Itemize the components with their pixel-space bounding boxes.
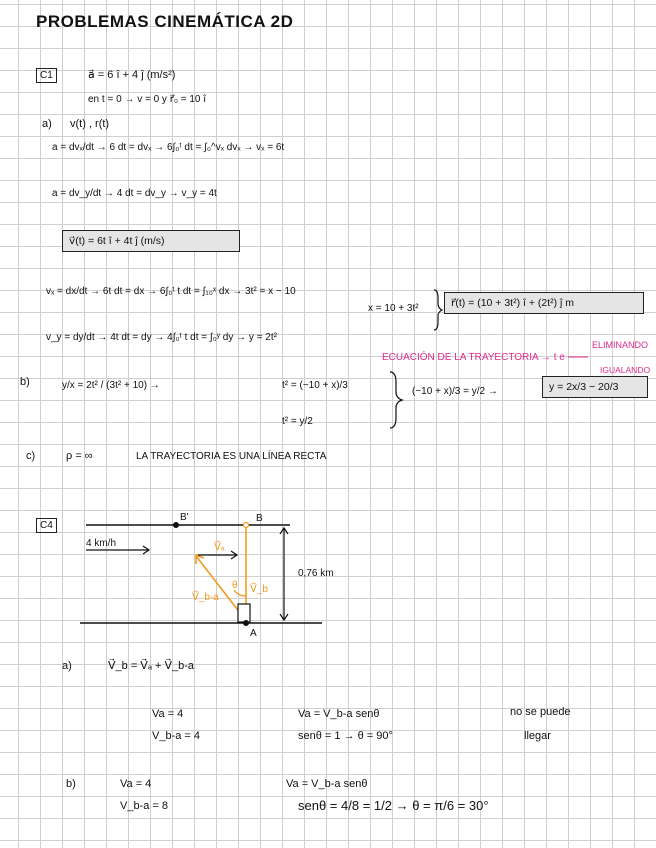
- equated-expression: (−10 + x)/3 = y/2 →: [412, 386, 498, 397]
- ratio-y-x: y/x = 2t² / (3t² + 10) →: [62, 380, 160, 391]
- page-title: PROBLEMAS CINEMÁTICA 2D: [36, 12, 294, 31]
- c4-part-a-label: a): [62, 660, 72, 672]
- equating-note: IGUALANDO: [600, 365, 651, 375]
- a-sine: senθ = 1 → θ = 90°: [298, 730, 393, 742]
- b-va: Va = 4: [120, 778, 152, 790]
- part-b-label: b): [20, 376, 30, 388]
- b-relation: Va = V_b-a senθ: [286, 778, 368, 790]
- label-b-prime: B': [180, 512, 189, 523]
- eliminating-note: ELIMINANDO: [592, 340, 649, 350]
- t-squared-from-x: t² = (−10 + x)/3: [282, 380, 348, 391]
- b-sine: senθ = 4/8 = 1/2 → θ = π/6 = 30°: [298, 798, 489, 813]
- c4-part-b-label: b): [66, 778, 76, 790]
- x-result: x = 10 + 3t²: [368, 303, 419, 314]
- label-a: A: [250, 628, 257, 639]
- initial-conditions: en t = 0 → v = 0 y r⃗₀ = 10 î: [88, 94, 207, 105]
- b-vba: V_b-a = 8: [120, 800, 169, 812]
- vy-integration: v_y = dy/dt → 4t dt = dy → 4∫₀ᵗ t dt = ∫₀ʸ dy → y = 2t²: [46, 332, 277, 343]
- boat: [238, 604, 250, 622]
- straight-line-conclusion: LA TRAYECTORIA ES UNA LÍNEA RECTA: [136, 451, 327, 462]
- point-a: [243, 620, 249, 626]
- a-va: Va = 4: [152, 708, 184, 720]
- va-label: V⃗ₐ: [214, 542, 225, 553]
- river-width: 0,76 km: [298, 568, 334, 579]
- point-b: [244, 523, 249, 528]
- part-c-label: c): [26, 450, 36, 462]
- a-note-2: llegar: [524, 730, 551, 742]
- vba-label: V⃗_b-a: [192, 592, 219, 603]
- velocity-result-box: v⃗(t) = 6t î + 4t ĵ (m/s): [62, 230, 240, 252]
- theta-label: θ: [232, 580, 238, 591]
- vb-label: V⃗_b: [250, 584, 268, 595]
- problem-tag-c1: C1: [36, 68, 57, 83]
- trajectory-equation-label: ECUACIÓN DE LA TRAYECTORIA → t e: [382, 352, 565, 363]
- position-brace: [434, 290, 442, 330]
- velocity-sum: V⃗_b = V⃗ₐ + V⃗_b-a: [108, 660, 194, 672]
- system-brace: [390, 372, 402, 428]
- position-result-box: r⃗(t) = (10 + 3t²) î + (2t²) ĵ m: [444, 292, 644, 314]
- label-b: B: [256, 513, 263, 524]
- a-note-1: no se puede: [510, 706, 571, 718]
- problem-tag-c4: C4: [36, 518, 57, 533]
- ax-integration: a = dvₓ/dt → 6 dt = dvₓ → 6∫₀ᵗ dt = ∫₀^vₓ dvₓ → vₓ = 6t: [52, 142, 285, 153]
- curvature-radius: ρ = ∞: [66, 450, 93, 462]
- a-vba: V_b-a = 4: [152, 730, 201, 742]
- vx-integration: vₓ = dx/dt → 6t dt = dx → 6∫₀ᵗ t dt = ∫₁₀ˣ dx → 3t² = x − 10: [46, 286, 296, 297]
- current-speed: 4 km/h: [86, 538, 117, 549]
- part-a-label: a): [42, 118, 52, 130]
- a-relation: Va = V_b-a senθ: [298, 708, 380, 720]
- trajectory-result-box: y = 2x/3 − 20/3: [542, 376, 648, 398]
- acceleration-equation: a⃗ = 6 î + 4 ĵ (m/s²): [88, 69, 176, 81]
- t-squared-from-y: t² = y/2: [282, 416, 313, 427]
- part-a-variables: v(t) , r(t): [70, 118, 110, 130]
- point-b-prime: [173, 522, 179, 528]
- ay-integration: a = dv_y/dt → 4 dt = dv_y → v_y = 4t: [52, 188, 217, 199]
